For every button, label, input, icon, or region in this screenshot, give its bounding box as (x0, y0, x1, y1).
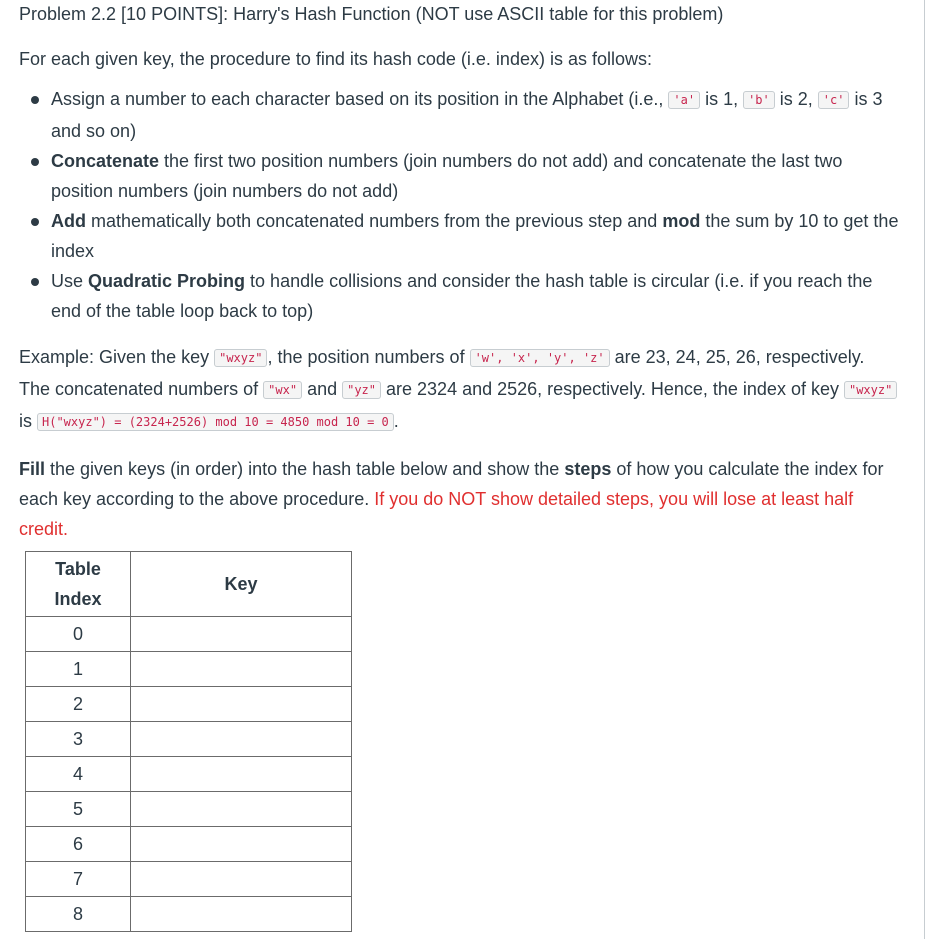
code-yz: "yz" (342, 381, 381, 399)
code-c: 'c' (818, 91, 850, 109)
bold-fill: Fill (19, 459, 45, 479)
table-row (26, 827, 352, 862)
index-cell: 0 (26, 617, 131, 652)
table-row (26, 897, 352, 932)
index-cell: 1 (26, 652, 131, 687)
header-table-index (26, 552, 131, 617)
key-cell (131, 617, 352, 652)
bullet2-text: the first two position numbers (join numbers do not add) and concatenate the last two position numbers (join numbers do not add) (51, 151, 843, 201)
index-cell: 8 (26, 897, 131, 932)
table-row (26, 862, 352, 897)
example-text2: , the position numbers of (267, 347, 470, 367)
header-key: Key (131, 552, 352, 617)
index-cell: 6 (26, 827, 131, 862)
table-row (26, 687, 352, 722)
key-cell (131, 827, 352, 862)
example-text3: are 23, 24, 25, 26, respectively. The concatenated numbers of (19, 347, 865, 399)
key-cell (131, 897, 352, 932)
example-paragraph (19, 342, 899, 438)
bullet1-text: Assign a number to each character based on its position in the Alphabet (i.e., (51, 89, 669, 109)
bullet4-text2: to handle collisions and consider the hash table is circular (i.e. if you reach the end of the table loop back to top) (51, 271, 873, 321)
procedure-list (19, 84, 899, 326)
header-table-word: Table (55, 559, 101, 579)
key-cell (131, 792, 352, 827)
list-item-quadratic (51, 266, 899, 326)
example-text5: are 2324 and 2526, respectively. Hence, the index of key (381, 379, 844, 399)
code-wxyz: "wxyz" (214, 349, 267, 367)
code-wxyz-chars: 'w', 'x', 'y', 'z' (470, 349, 610, 367)
fill-text1: the given keys (in order) into the hash table below and show the (45, 459, 565, 479)
bullet3-text2: the sum by 10 to get the index (51, 211, 899, 261)
bold-add: Add (51, 211, 86, 231)
index-cell: 3 (26, 722, 131, 757)
key-cell (131, 757, 352, 792)
table-row (26, 652, 352, 687)
bullet3-text: mathematically both concatenated numbers from the previous step and (86, 211, 663, 231)
example-text4: and (302, 379, 343, 399)
header-index-word: Index (54, 589, 102, 609)
list-item-add (51, 206, 899, 266)
bullet1-text3: is 2, (774, 89, 818, 109)
bullet4-text: Use (51, 271, 89, 291)
code-hash-formula: H("wxyz") = (2324+2526) mod 10 = 4850 mod 10 = 0 (37, 413, 394, 431)
list-item-assign (51, 84, 899, 146)
code-b: 'b' (743, 91, 775, 109)
key-cell (131, 652, 352, 687)
bold-steps: steps (564, 459, 612, 479)
warning-text: If you do NOT show detailed steps, you will lose at least half credit. (19, 489, 854, 539)
bold-quadratic-probing: Quadratic Probing (88, 271, 246, 291)
example-text6: is (19, 411, 37, 431)
index-cell: 4 (26, 757, 131, 792)
fill-instructions (19, 454, 899, 544)
key-cell (131, 862, 352, 897)
key-cell (131, 722, 352, 757)
index-cell: 7 (26, 862, 131, 897)
hash-table (25, 551, 352, 932)
bold-concatenate: Concatenate (51, 151, 160, 171)
fill-text2: of how you calculate the index for each key according to the above procedure. (19, 459, 884, 509)
table-row (26, 792, 352, 827)
key-cell (131, 687, 352, 722)
bold-mod: mod (662, 211, 701, 231)
code-a: 'a' (668, 91, 700, 109)
problem-title: Problem 2.2 [10 POINTS]: Harry's Hash Function (NOT use ASCII table for this problem) (19, 4, 724, 24)
intro-text: For each given key, the procedure to find its hash code (i.e. index) is as follows: (19, 49, 652, 69)
example-text7: . (393, 411, 399, 431)
code-wxyz-2: "wxyz" (844, 381, 897, 399)
table-row (26, 722, 352, 757)
code-wx: "wx" (263, 381, 302, 399)
right-border-line (924, 0, 925, 939)
bullet1-text2: is 1, (700, 89, 744, 109)
example-text1: Example: Given the key (19, 347, 215, 367)
list-item-concatenate (51, 146, 899, 206)
index-cell: 2 (26, 687, 131, 722)
table-row (26, 757, 352, 792)
index-cell: 5 (26, 792, 131, 827)
table-row (26, 617, 352, 652)
bullet1-text4: is 3 and so on) (51, 89, 883, 141)
problem-content (19, 0, 899, 544)
